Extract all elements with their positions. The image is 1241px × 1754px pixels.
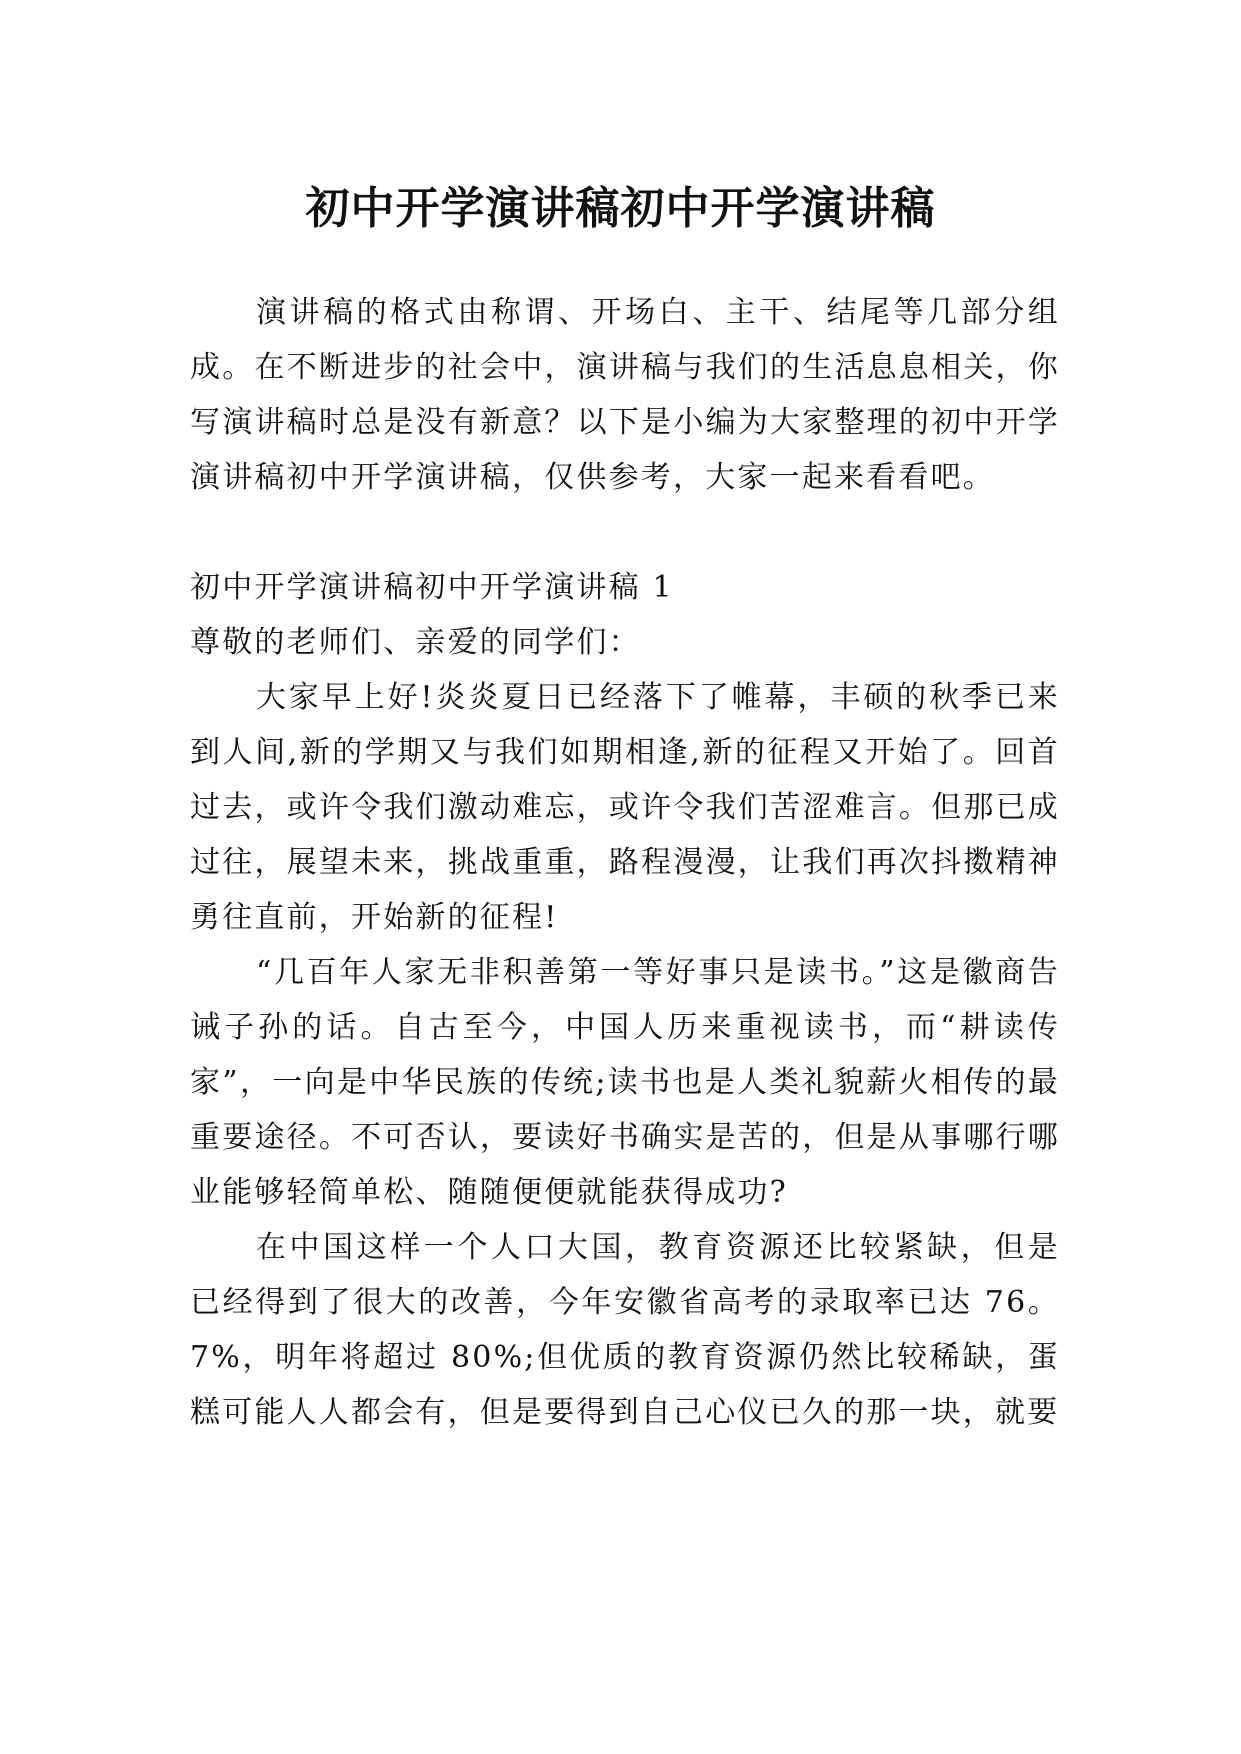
- document-title: 初中开学演讲稿初中开学演讲稿: [305, 183, 936, 235]
- paragraph-spacer: [190, 505, 1060, 560]
- body-paragraph-1: 大家早上好!炎炎夏日已经落下了帷幕，丰硕的秋季已来到人间,新的学期又与我们如期相逢,新的征程又开始了。回首过去，或许令我们激动难忘，或许令我们苦涩难言。但那已成过往，展望未来，挑战重重，路程漫漫，让我们再次抖擞精神勇往直前，开始新的征程!: [190, 680, 1060, 935]
- section-heading: 初中开学演讲稿初中开学演讲稿 1: [190, 570, 674, 605]
- salutation: 尊敬的老师们、亲爱的同学们：: [190, 625, 641, 660]
- body-paragraph-3: 在中国这样一个人口大国，教育资源还比较紧缺，但是已经得到了很大的改善，今年安徽省高考的录取率已达 76。7%，明年将超过 80%;但优质的教育资源仍然比较稀缺，蛋糕可能人人都会有，但是要得到自己心仪已久的那一块，就要: [190, 1230, 1060, 1430]
- body-paragraph-2: “几百年人家无非积善第一等好事只是读书。”这是徽商告诫子孙的话。自古至今，中国人历来重视读书，而“耕读传家”，一向是中华民族的传统;读书也是人类礼貌薪火相传的最重要途径。不可否认，要读好书确实是苦的，但是从事哪行哪业能够轻简单松、随随便便就能获得成功?: [190, 955, 1060, 1210]
- document-body: [190, 285, 1060, 1440]
- intro-paragraph: 演讲稿的格式由称谓、开场白、主干、结尾等几部分组成。在不断进步的社会中，演讲稿与我们的生活息息相关，你写演讲稿时总是没有新意？以下是小编为大家整理的初中开学演讲稿初中开学演讲稿，仅供参考，大家一起来看看吧。: [190, 295, 1060, 495]
